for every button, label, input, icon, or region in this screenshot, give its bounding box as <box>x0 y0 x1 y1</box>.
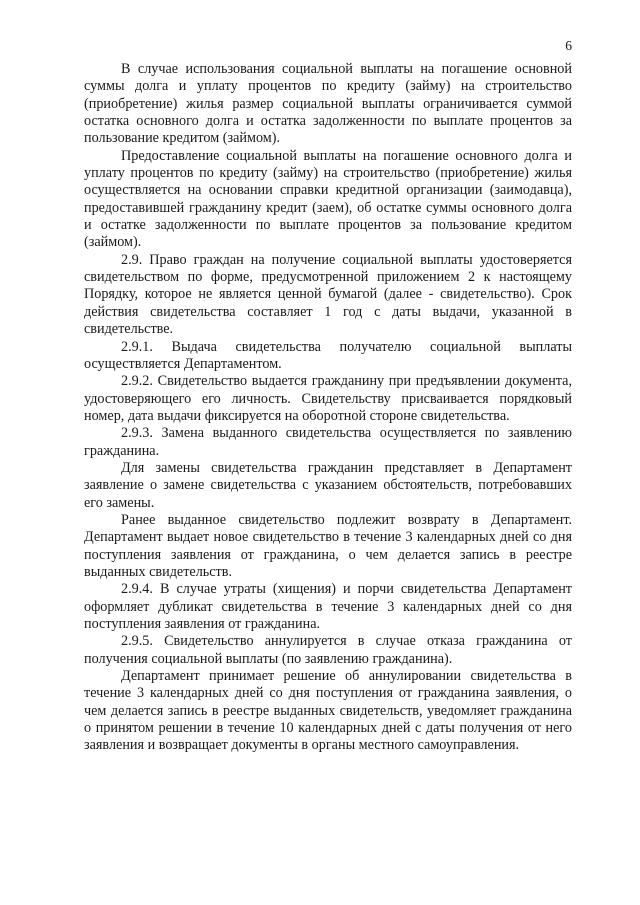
page-number: 6 <box>565 38 572 53</box>
paragraph-social-payment-limit: В случае использования социальной выплаты на погашение основной суммы долга и уплату процентов по кредиту (займу) на строительство (приобретение) жилья размер социальной выплаты ограничивается суммой остатка основного долга и остатка задолженности по выплате процентов за пользование кредитом (займом). <box>84 61 572 147</box>
paragraph-2-9-1-issuance: 2.9.1. Выдача свидетельства получателю социальной выплаты осуществляется Департаментом. <box>84 338 572 372</box>
paragraph-replacement-application: Для замены свидетельства гражданин представляет в Департамент заявление о замене свидетельства с указанием обстоятельств, потребовавших его замены. <box>84 459 572 511</box>
paragraph-2-9-3-replacement: 2.9.3. Замена выданного свидетельства осуществляется по заявлению гражданина. <box>84 425 572 459</box>
paragraph-return-certificate: Ранее выданное свидетельство подлежит возврату в Департамент. Департамент выдает новое свидетельство в течение 3 календарных дней со дня поступления заявления от гражданина, о чем делается запись в реестре выданных свидетельств. <box>84 511 572 580</box>
paragraph-payment-basis: Предоставление социальной выплаты на погашение основного долга и уплату процентов по кредиту (займу) на строительство (приобретение) жилья осуществляется на основании справки кредитной организации (заимодавца), предоставившей гражданину кредит (заем), об остатке суммы основного долга и остатке задолженности по выплате процентов за пользование кредитом (займом). <box>84 147 572 251</box>
document-body <box>84 61 572 755</box>
paragraph-annulment-decision: Департамент принимает решение об аннулировании свидетельства в течение 3 календарных дней со дня поступления от гражданина заявления, о чем делается запись в реестре выданных свидетельств, уведомляет гражданина о принятом решении в течение 10 календарных дней с даты получения от него заявления и возвращает документы в органы местного самоуправления. <box>84 668 572 754</box>
paragraph-2-9-2-identity: 2.9.2. Свидетельство выдается гражданину при предъявлении документа, удостоверяющего его личность. Свидетельству присваивается порядковый номер, дата выдачи фиксируется на оборотной стороне свидетельства. <box>84 373 572 424</box>
paragraph-2-9-5-annulment: 2.9.5. Свидетельство аннулируется в случае отказа гражданина от получения социальной выплаты (по заявлению гражданина). <box>84 633 572 667</box>
paragraph-2-9-certificate: 2.9. Право граждан на получение социальной выплаты удостоверяется свидетельством по форме, предусмотренной приложением 2 к настоящему Порядку, которое не является ценной бумагой (далее - свидетельство). Срок действия свидетельства составляет 1 год с даты выдачи, указанной в свидетельстве. <box>84 251 572 338</box>
paragraph-2-9-4-duplicate: 2.9.4. В случае утраты (хищения) и порчи свидетельства Департамент оформляет дубликат свидетельства в течение 3 календарных дней со дня поступления заявления от гражданина. <box>84 581 572 632</box>
